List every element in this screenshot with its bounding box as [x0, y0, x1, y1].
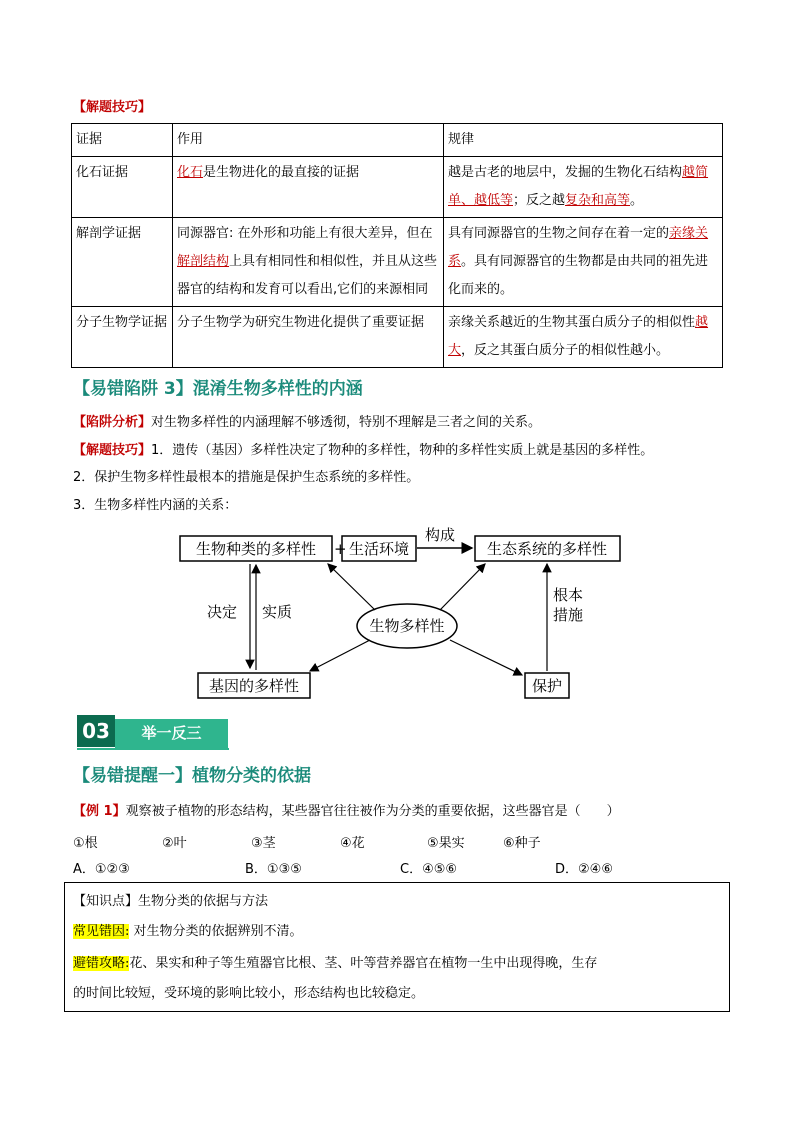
- trap3-title: 【易错陷阱 3】混淆生物多样性的内涵: [73, 379, 363, 399]
- answer-d[interactable]: D．②④⑥: [555, 862, 613, 877]
- row-effect: [173, 218, 444, 307]
- header-evidence: 证据: [72, 124, 173, 157]
- option-seed: ⑥种子: [503, 836, 541, 851]
- protect-text: 保护: [531, 677, 563, 695]
- root-text-2: 措施: [553, 606, 584, 624]
- gene-text: 基因的多样性: [208, 677, 300, 695]
- row-rule: [444, 307, 723, 368]
- essence-text: 实质: [262, 603, 293, 621]
- tip-label: 避错攻略:: [73, 956, 130, 971]
- mistake-label: 常见错因:: [73, 924, 130, 939]
- cell-text: 。具有同源器官的生物都是由共同的祖先进化而来的。: [448, 254, 709, 297]
- evidence-table: [71, 123, 723, 368]
- arrow-to-gene: [310, 640, 370, 671]
- trap3-tip3: 3．生物多样性内涵的关系：: [73, 498, 238, 513]
- row-effect: [173, 307, 444, 368]
- avoid-tip-cont: 的时间比较短，受环境的影响比较小，形态结构也比较稳定。: [73, 986, 425, 1001]
- highlight-text: 解剖结构: [177, 254, 230, 269]
- answer-a[interactable]: A．①②③: [73, 862, 130, 877]
- cell-text: 是生物进化的最直接的证据: [203, 165, 360, 180]
- analysis-label: 【陷阱分析】: [73, 415, 152, 430]
- highlight-text: 越简单、越低等: [448, 165, 709, 208]
- cell-text: 上具有相同性和相似性，并且从这些器官的结构和发育可以看出,它们的来源相同: [177, 254, 438, 297]
- table-row: [72, 157, 723, 218]
- section-number-badge: 03: [77, 715, 115, 747]
- highlight-text: 复杂和高等: [565, 193, 631, 208]
- arrow-to-protect: [450, 640, 522, 675]
- example-text: 观察被子植物的形态结构，某些器官往往被作为分类的重要依据，这些器官是（ ）: [125, 804, 620, 819]
- highlight-text: 越大: [448, 315, 709, 358]
- answer-c[interactable]: C．④⑤⑥: [400, 862, 458, 877]
- root-text-1: 根本: [553, 586, 584, 604]
- avoid-tip: [73, 952, 597, 971]
- reminder-title: 【易错提醒一】植物分类的依据: [73, 766, 311, 786]
- example-line: [73, 802, 620, 822]
- env-text: 生活环境: [348, 540, 410, 558]
- row-rule: [444, 218, 723, 307]
- center-text: 生物多样性: [369, 617, 445, 635]
- trap3-tip1: [73, 441, 653, 461]
- section-underline: [77, 748, 229, 750]
- common-mistake: [73, 920, 303, 939]
- trap3-tip2: 2．保护生物多样性最根本的措施是保护生态系统的多样性。: [73, 470, 420, 485]
- row-name: 化石证据: [72, 157, 173, 218]
- table-header-row: [72, 124, 723, 157]
- section-title-badge: 举一反三: [115, 719, 228, 748]
- compose-text: 构成: [424, 526, 456, 544]
- knowledge-point: 【知识点】生物分类的依据与方法: [73, 894, 269, 909]
- option-flower: ④花: [340, 836, 365, 851]
- cell-text: ，反之其蛋白质分子的相似性越小。: [461, 343, 670, 358]
- row-name: 分子生物学证据: [72, 307, 173, 368]
- row-effect: [173, 157, 444, 218]
- highlight-text: 亲缘关系: [448, 226, 709, 269]
- option-leaf: ②叶: [162, 836, 187, 851]
- option-fruit: ⑤果实: [427, 836, 465, 851]
- table-row: [72, 218, 723, 307]
- tips-label-2: 【解题技巧】: [73, 443, 152, 458]
- cell-text: ；反之越: [513, 193, 566, 208]
- species-text: 生物种类的多样性: [195, 540, 317, 558]
- row-rule: [444, 157, 723, 218]
- mistake-text: 对生物分类的依据辨别不清。: [129, 924, 303, 939]
- cell-text: 同源器官: 在外形和功能上有很大差异，但在: [177, 226, 433, 241]
- tip1-text: 1．遗传（基因）多样性决定了物种的多样性，物种的多样性实质上就是基因的多样性。: [151, 443, 654, 458]
- cell-text: 越是古老的地层中，发掘的生物化石结构: [448, 165, 683, 180]
- highlight-text: 化石: [177, 165, 204, 180]
- example-label: 【例 1】: [73, 804, 126, 819]
- row-name: 解剖学证据: [72, 218, 173, 307]
- cell-text: 。: [630, 193, 644, 208]
- analysis-text: 对生物多样性的内涵理解不够透彻，特别不理解是三者之间的关系。: [151, 415, 542, 430]
- header-rule: 规律: [444, 124, 723, 157]
- biodiversity-diagram: [170, 520, 630, 705]
- cell-text: 具有同源器官的生物之间存在着一定的: [448, 226, 670, 241]
- tip-text: 花、果实和种子等生殖器官比根、茎、叶等营养器官在植物一生中出现得晚，生存: [129, 956, 598, 971]
- plus-sign: +: [334, 540, 347, 558]
- option-root: ①根: [73, 836, 98, 851]
- ecosystem-text: 生态系统的多样性: [486, 540, 608, 558]
- cell-text: 分子生物学为研究生物进化提供了重要证据: [177, 315, 425, 330]
- decide-text: 决定: [207, 603, 238, 621]
- arrow-to-ecosystem: [440, 564, 485, 610]
- arrow-to-species: [328, 564, 375, 610]
- answer-b[interactable]: B．①③⑤: [245, 862, 302, 877]
- cell-text: 亲缘关系越近的生物其蛋白质分子的相似性: [448, 315, 696, 330]
- table-row: [72, 307, 723, 368]
- knowledge-box: [64, 882, 730, 1012]
- option-stem: ③茎: [251, 836, 276, 851]
- trap3-analysis: [73, 413, 541, 433]
- tips-label: 【解题技巧】: [73, 100, 152, 115]
- header-effect: 作用: [173, 124, 444, 157]
